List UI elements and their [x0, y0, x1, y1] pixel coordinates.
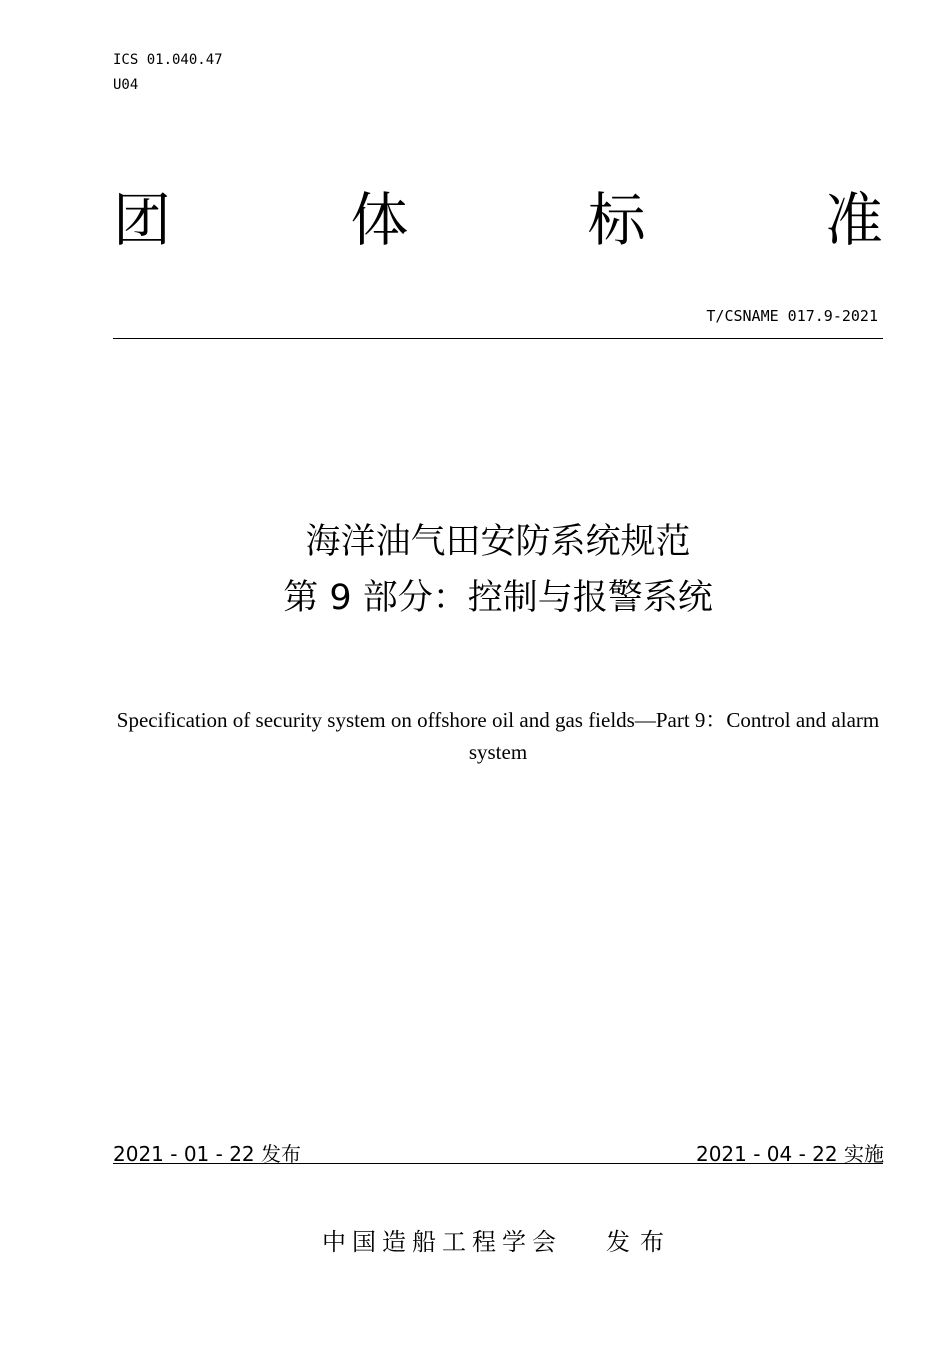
footer-divider [113, 1163, 883, 1164]
title-cn-line1: 海洋油气田安防系统规范 [305, 522, 691, 562]
standard-type-char: 标 [587, 186, 646, 254]
title-cn-line2: 第 9 部分：控制与报警系统 [283, 578, 713, 618]
publisher-action: 发布 [606, 1228, 674, 1256]
standard-type-char: 准 [824, 186, 883, 254]
classification-codes [113, 48, 223, 98]
issue-date: 2021 - 01 - 22 发布 [113, 1142, 302, 1166]
publisher-organization: 中国造船工程学会 [322, 1228, 562, 1256]
standard-type-heading [113, 185, 883, 255]
ccs-code: U04 [113, 77, 139, 93]
standard-type-char: 团 [113, 186, 172, 254]
implementation-date: 2021 - 04 - 22 实施 [695, 1142, 884, 1166]
standard-number: T/CSNAME 017.9-2021 [706, 307, 878, 325]
publisher-line [113, 1222, 883, 1257]
header-divider [113, 338, 883, 339]
ics-code: ICS 01.040.47 [113, 52, 223, 68]
standard-type-char: 体 [350, 186, 409, 254]
title-en: Specification of security system on offshore oil and gas fields—Part 9：Control and alarm system [116, 708, 880, 764]
